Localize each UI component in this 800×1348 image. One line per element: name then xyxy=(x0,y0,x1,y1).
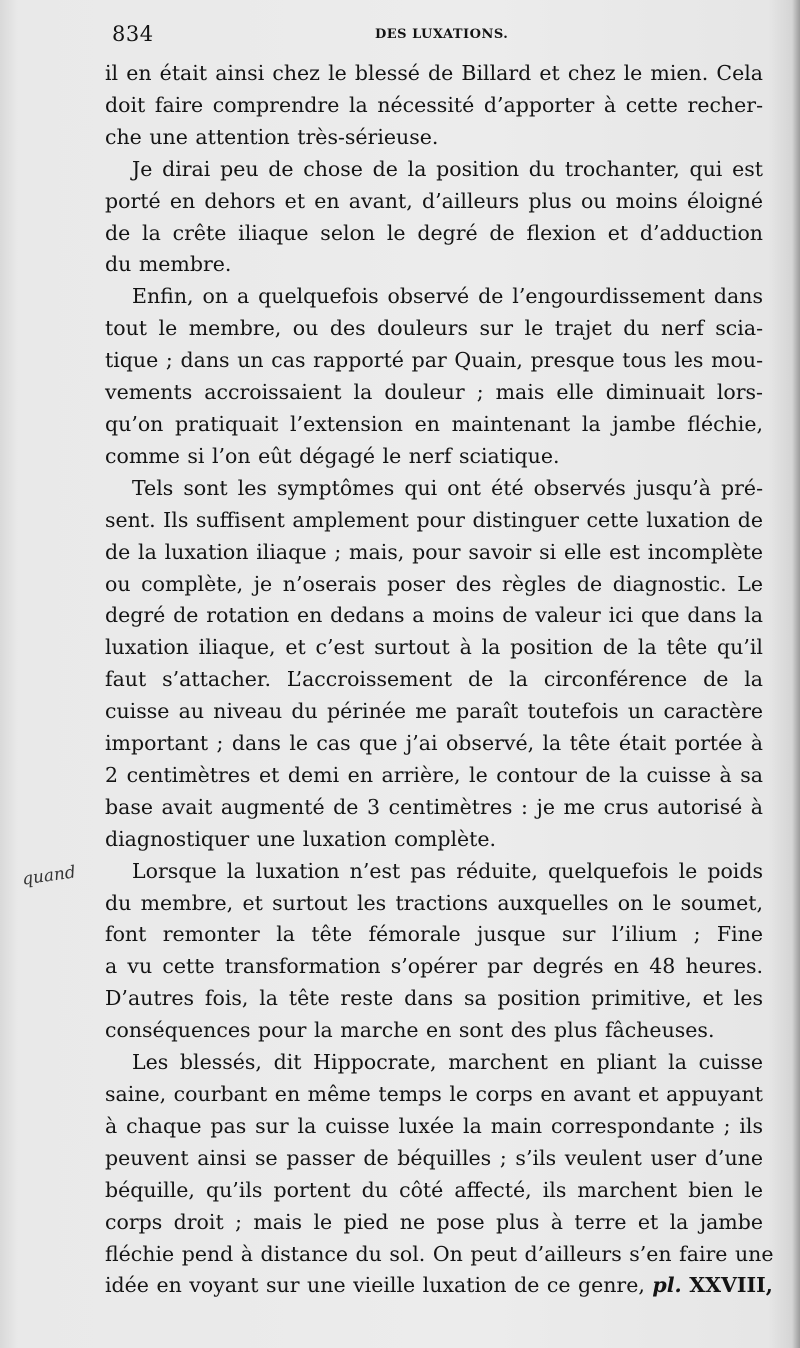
text-line xyxy=(105,919,763,951)
handwritten-margin-note: quand xyxy=(20,862,77,890)
text-line-content: base avait augmenté de 3 centimètres : je me crus autorisé à xyxy=(105,794,763,819)
text-line-content: corps droit ; mais le pied ne pose plus à terre et la jambe xyxy=(105,1209,763,1234)
text-line xyxy=(105,186,763,218)
text-line xyxy=(105,1143,763,1175)
text-line xyxy=(105,856,763,888)
text-line-content: Enfin, on a quelquefois observé de l’engourdissement dans xyxy=(132,284,763,309)
text-line xyxy=(105,122,763,154)
page-edge-shadow xyxy=(792,0,800,1348)
text-line-content: de la crête iliaque selon le degré de flexion et d’adduction xyxy=(105,220,763,245)
text-line xyxy=(105,473,763,505)
text-line-content: important ; dans le cas que j’ai observé, la tête était portée à xyxy=(105,731,763,756)
text-line-content: ou complète, je n’oserais poser des règles de diagnostic. Le xyxy=(105,571,763,596)
text-line-content: Je dirai peu de chose de la position du trochanter, qui est xyxy=(132,156,763,181)
page-header xyxy=(112,22,762,52)
body-text xyxy=(105,58,774,1302)
text-line xyxy=(105,345,763,377)
text-line-content: cuisse au niveau du périnée me paraît toutefois un caractère xyxy=(105,699,763,724)
text-line xyxy=(105,888,763,920)
page-number: 834 xyxy=(112,22,154,46)
text-line-content: vements accroissaient la douleur ; mais elle diminuait lors- xyxy=(105,380,763,405)
text-line xyxy=(105,1015,763,1047)
text-line-content: 2 centimètres et demi en arrière, le contour de la cuisse à sa xyxy=(105,762,763,787)
text-line xyxy=(105,1111,763,1143)
text-line xyxy=(105,537,763,569)
plate-number: XXVIII, xyxy=(689,1273,773,1298)
text-line xyxy=(105,792,763,824)
text-line-content: Les blessés, dit Hippocrate, marchent en pliant la cuisse xyxy=(132,1050,763,1075)
text-line xyxy=(105,951,763,983)
text-line-content: degré de rotation en dedans a moins de valeur ici que dans la xyxy=(105,603,763,628)
text-line xyxy=(105,664,763,696)
running-head: DES LUXATIONS. xyxy=(375,27,509,42)
text-line-content: faut s’attacher. L’accroissement de la circonférence de la xyxy=(105,667,763,692)
text-line-content: font remonter la tête fémorale jusque sur l’ilium ; Fine xyxy=(105,922,763,947)
text-line-content: che une attention très-sérieuse. xyxy=(105,124,439,149)
text-line xyxy=(105,281,763,313)
text-line xyxy=(105,154,763,186)
text-line-content: luxation iliaque, et c’est surtout à la position de la tête qu’il xyxy=(105,635,763,660)
text-line-content: saine, courbant en même temps le corps en avant et appuyant xyxy=(105,1082,763,1106)
text-line-content: à chaque pas sur la cuisse luxée la main correspondante ; ils xyxy=(105,1113,763,1138)
text-line xyxy=(105,1079,763,1111)
text-line-content: de la luxation iliaque ; mais, pour savoir si elle est incomplète xyxy=(105,539,763,564)
text-line-content: tique ; dans un cas rapporté par Quain, presque tous les mou- xyxy=(105,348,763,373)
text-line-content: sent. Ils suffisent amplement pour distinguer cette luxation de xyxy=(105,507,763,532)
text-line-content: peuvent ainsi se passer de béquilles ; s’ils veulent user d’une xyxy=(105,1145,763,1170)
text-line xyxy=(105,696,763,728)
text-line xyxy=(105,600,763,632)
text-line xyxy=(105,58,763,90)
text-line-content: béquille, qu’ils portent du côté affecté, ils marchent bien le xyxy=(105,1177,763,1202)
plate-reference: pl. xyxy=(652,1273,682,1298)
text-line xyxy=(105,728,763,760)
text-line xyxy=(105,983,763,1015)
text-line-content: diagnostiquer une luxation complète. xyxy=(105,826,497,851)
text-line xyxy=(105,632,763,664)
text-line-content: fléchie pend à distance du sol. On peut d’ailleurs s’en faire une xyxy=(105,1241,774,1266)
text-line-content: porté en dehors et en avant, d’ailleurs plus ou moins éloigné xyxy=(105,188,763,213)
text-line xyxy=(105,377,763,409)
text-line xyxy=(105,760,763,792)
text-line-content: Lorsque la luxation n’est pas réduite, quelquefois le poids xyxy=(132,858,763,883)
text-line-content: idée en voyant sur une vieille luxation de ce genre, xyxy=(105,1273,645,1298)
text-line xyxy=(105,441,763,473)
text-line xyxy=(105,409,763,441)
text-line xyxy=(105,824,763,856)
text-line xyxy=(105,505,763,537)
text-line xyxy=(105,1175,763,1207)
text-line-content: du membre. xyxy=(105,252,232,277)
text-line xyxy=(105,90,763,122)
text-line-content: comme si l’on eût dégagé le nerf sciatique. xyxy=(105,443,560,468)
text-line-content: qu’on pratiquait l’extension en maintenant la jambe fléchie, xyxy=(105,411,763,436)
text-line xyxy=(105,313,763,345)
text-line xyxy=(105,1270,773,1302)
text-line-content: a vu cette transformation s’opérer par degrés en 48 heures. xyxy=(105,954,763,979)
text-line xyxy=(105,1207,763,1239)
text-line-content: du membre, et surtout les tractions auxquelles on le soumet, xyxy=(105,890,763,915)
text-line xyxy=(105,1239,774,1271)
text-line-content: D’autres fois, la tête reste dans sa position primitive, et les xyxy=(105,986,763,1011)
text-line-content: doit faire comprendre la nécessité d’apporter à cette recher- xyxy=(105,92,763,117)
text-line xyxy=(105,569,763,601)
text-line xyxy=(105,249,763,281)
text-line-content: tout le membre, ou des douleurs sur le trajet du nerf scia- xyxy=(105,316,763,341)
text-line-content: conséquences pour la marche en sont des plus fâcheuses. xyxy=(105,1018,715,1043)
text-line-content: Tels sont les symptômes qui ont été observés jusqu’à pré- xyxy=(132,475,763,500)
text-line xyxy=(105,1047,763,1079)
text-line xyxy=(105,218,763,250)
text-line-content: il en était ainsi chez le blessé de Billard et chez le mien. Cela xyxy=(105,61,763,85)
